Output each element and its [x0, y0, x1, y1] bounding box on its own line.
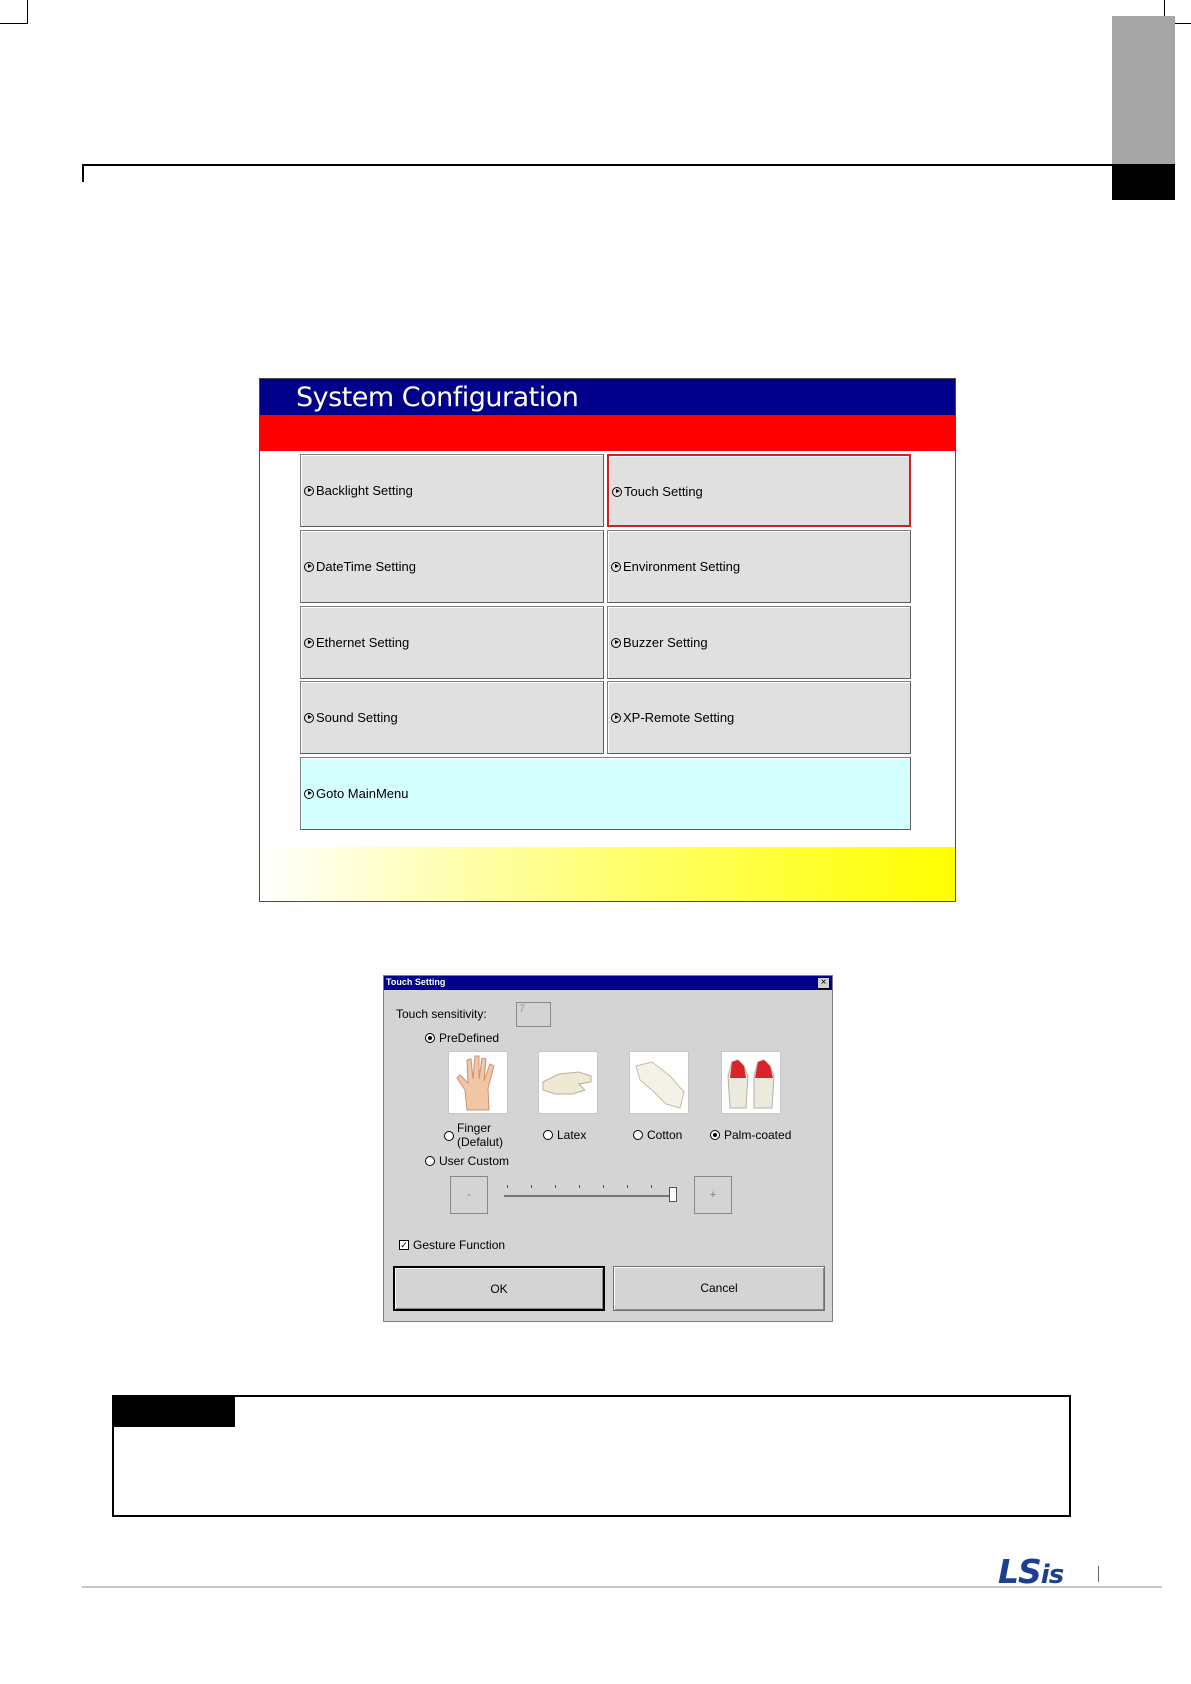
note-box	[112, 1395, 1071, 1517]
arrow-right-icon	[304, 562, 314, 572]
cotton-label: Cotton	[647, 1128, 683, 1142]
backlight-setting-button[interactable]	[300, 454, 604, 527]
arrow-right-icon	[611, 713, 621, 723]
dialog-title: Touch Setting	[386, 977, 446, 987]
header-rule	[82, 164, 1112, 166]
chapter-tab-marker	[1112, 164, 1175, 200]
arrow-right-icon	[612, 487, 622, 497]
goto-main-menu-button[interactable]	[300, 757, 911, 830]
touch-setting-dialog	[383, 975, 833, 1322]
user-custom-label: User Custom	[439, 1154, 510, 1168]
crop-mark	[0, 23, 27, 24]
sensitivity-slider[interactable]	[504, 1195, 674, 1197]
arrow-right-icon	[304, 486, 314, 496]
palm-coated-radio[interactable]	[710, 1130, 720, 1140]
sound-setting-button[interactable]	[300, 681, 604, 754]
predefined-radio[interactable]	[425, 1033, 435, 1043]
sensitivity-label: Touch sensitivity:	[396, 1007, 487, 1021]
datetime-setting-button[interactable]	[300, 530, 604, 603]
increase-button[interactable]: +	[694, 1176, 732, 1214]
ethernet-setting-button[interactable]	[300, 606, 604, 679]
system-configuration-screen	[259, 378, 956, 902]
red-banner	[260, 415, 955, 451]
button-label: Sound Setting	[316, 710, 398, 725]
user-custom-radio[interactable]	[425, 1156, 435, 1166]
finger-default-label: (Defalut)	[457, 1135, 504, 1149]
button-label: XP-Remote Setting	[623, 710, 735, 725]
button-label: Touch Setting	[624, 484, 703, 499]
button-label: DateTime Setting	[316, 559, 416, 574]
close-icon[interactable]: ×	[817, 977, 830, 989]
crop-mark	[27, 0, 28, 24]
screen-title: System Configuration	[296, 382, 579, 413]
environment-setting-button[interactable]	[607, 530, 911, 603]
arrow-right-icon	[611, 638, 621, 648]
arrow-right-icon	[304, 713, 314, 723]
slider-tick	[651, 1185, 652, 1188]
cotton-radio[interactable]	[633, 1130, 643, 1140]
slider-tick	[531, 1185, 532, 1188]
title-bar	[260, 379, 955, 415]
button-label: Environment Setting	[623, 559, 741, 574]
sensitivity-field[interactable]: 7	[516, 1002, 551, 1027]
ls-is-logo: LSis	[998, 1552, 1064, 1591]
xp-remote-setting-button[interactable]	[607, 681, 911, 754]
footer-divider	[1098, 1566, 1099, 1582]
button-label: Ethernet Setting	[316, 635, 410, 650]
finger-image	[448, 1051, 508, 1114]
palm-coated-glove-image	[721, 1051, 781, 1114]
ok-button[interactable]: OK	[393, 1266, 605, 1311]
button-label: Buzzer Setting	[623, 635, 708, 650]
buzzer-setting-button[interactable]	[607, 606, 911, 679]
decrease-button[interactable]: -	[450, 1176, 488, 1214]
arrow-right-icon	[304, 638, 314, 648]
slider-tick	[627, 1185, 628, 1188]
dialog-title-bar	[384, 976, 832, 990]
gesture-checkbox[interactable]: ✓	[400, 1240, 408, 1250]
footer-gradient	[260, 847, 955, 901]
latex-glove-image	[538, 1051, 598, 1114]
slider-tick	[579, 1185, 580, 1188]
cancel-button[interactable]: Cancel	[613, 1266, 825, 1311]
finger-radio[interactable]	[444, 1131, 454, 1141]
header-rule-tick	[82, 164, 84, 182]
button-label: Goto MainMenu	[316, 786, 409, 801]
finger-label: Finger	[457, 1121, 492, 1135]
gesture-label: Gesture Function	[413, 1238, 506, 1252]
slider-thumb[interactable]	[669, 1187, 677, 1202]
note-tab	[114, 1397, 235, 1427]
arrow-right-icon	[611, 562, 621, 572]
latex-label: Latex	[557, 1128, 587, 1142]
palm-coated-label: Palm-coated	[724, 1128, 792, 1142]
arrow-right-icon	[304, 789, 314, 799]
cotton-glove-image	[629, 1051, 689, 1114]
predefined-label: PreDefined	[439, 1031, 500, 1045]
latex-radio[interactable]	[543, 1130, 553, 1140]
button-label: Backlight Setting	[316, 483, 413, 498]
chapter-tab	[1112, 16, 1175, 164]
slider-tick	[603, 1185, 604, 1188]
touch-setting-button[interactable]	[607, 454, 911, 527]
slider-tick	[507, 1185, 508, 1188]
slider-tick	[555, 1185, 556, 1188]
